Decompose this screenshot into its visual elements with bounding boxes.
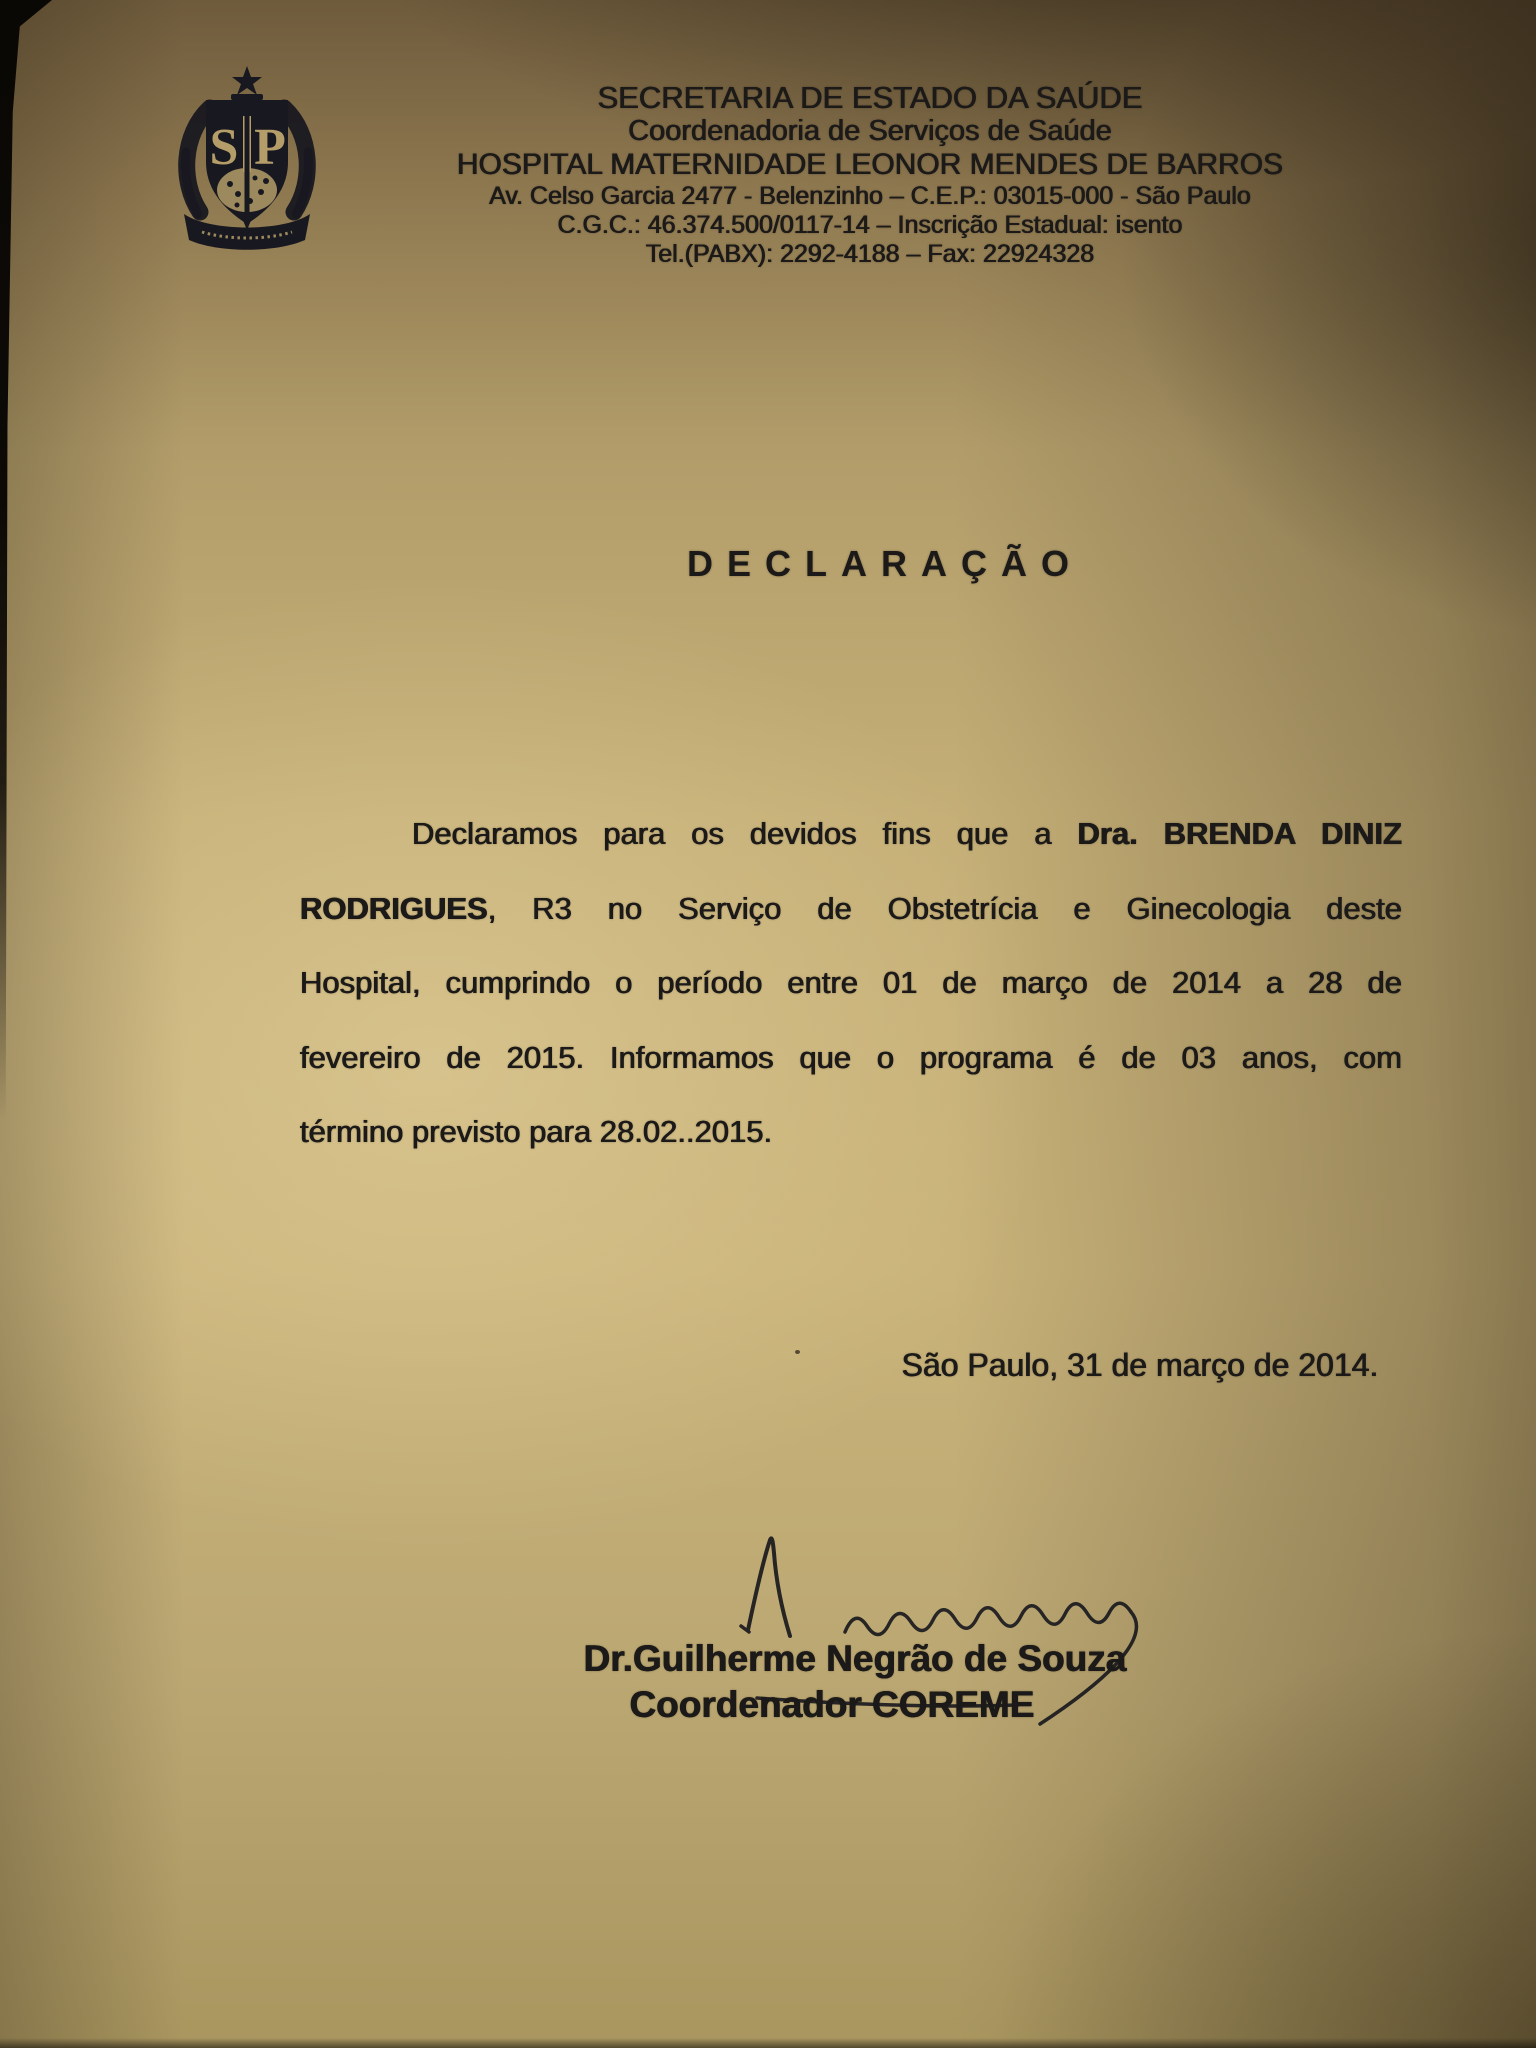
- body-text: Declaramos para os devidos fins que a: [412, 816, 1078, 851]
- logo-monogram-p: P: [254, 119, 286, 176]
- body-text: Hospital, cumprindo o período entre 01 de março de 2014 a 28 de: [300, 965, 1402, 1000]
- body-text: término previsto para 28.02..2015.: [300, 1114, 773, 1149]
- letterhead-line-phone: Tel.(PABX): 2292-4188 – Fax: 22924328: [645, 240, 1095, 268]
- body-line: [300, 946, 1402, 1021]
- photo-background-left-edge: [0, 0, 22, 1120]
- letterhead-line-coordenadoria: Coordenadoria de Serviços de Saúde: [628, 115, 1112, 147]
- body-text-bold: Dra. BRENDA DINIZ: [1077, 816, 1402, 851]
- letterhead-line-secretaria: SECRETARIA DE ESTADO DA SAÚDE: [597, 80, 1143, 115]
- body-line: [300, 797, 1402, 872]
- logo-monogram-s: S: [209, 119, 239, 176]
- body-text: , R3 no Serviço de Obstetrícia e Ginecologia deste: [487, 890, 1402, 926]
- body-line: [300, 872, 1402, 947]
- body-paragraph: [300, 797, 1402, 1170]
- signatory-role: Coordenador COREME: [629, 1684, 1035, 1725]
- letterhead-line-hospital: HOSPITAL MATERNIDADE LEONOR MENDES DE BARROS: [456, 148, 1284, 181]
- date-line: São Paulo, 31 de março de 2014.: [901, 1347, 1379, 1383]
- letterhead-line-address: Av. Celso Garcia 2477 - Belenzinho – C.E.P.: 03015-000 - São Paulo: [489, 182, 1251, 210]
- body-line: [300, 1095, 1402, 1170]
- paper-speck: [795, 1350, 800, 1354]
- body-line: [300, 1021, 1402, 1096]
- body-text-bold: RODRIGUES: [300, 890, 488, 926]
- letterhead: [330, 80, 1410, 269]
- signatory-name: Dr.Guilherme Negrão de Souza: [583, 1638, 1127, 1679]
- body-text: fevereiro de 2015. Informamos que o programa é de 03 anos, com: [300, 1039, 1402, 1075]
- photo-background-top-left-corner: [0, 0, 52, 40]
- document-title: DECLARAÇÃO: [687, 543, 1083, 584]
- sao-paulo-coat-of-arms-icon: [158, 64, 336, 260]
- photo-background-bottom-edge: [0, 2038, 1536, 2048]
- letterhead-line-cgc: C.G.C.: 46.374.500/0117-14 – Inscrição Estadual: isento: [557, 211, 1183, 239]
